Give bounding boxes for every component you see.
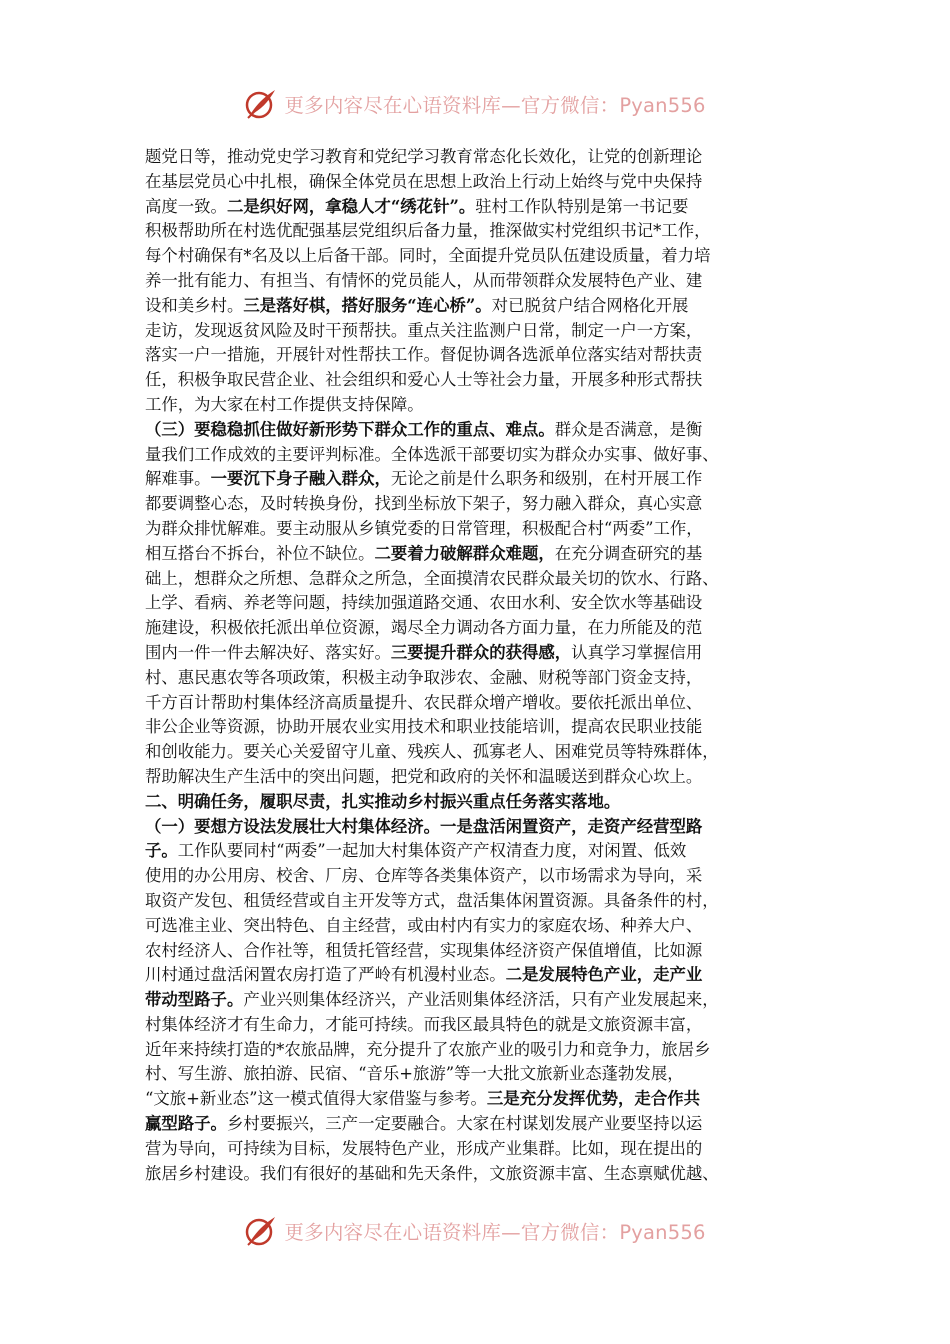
text-line — [145, 368, 825, 393]
text-line — [145, 691, 825, 716]
bold-text-run: 一要沉下身子融入群众， — [210, 469, 391, 489]
text-run: 每个村确保有*名及以上后备干部。同时，全面提升党员队伍建设质量，着力培 — [145, 246, 711, 266]
bold-text-run: （三）要稳稳抓住做好新形势下群众工作的重点、难点。 — [145, 419, 555, 439]
text-run: 养一批有能力、有担当、有情怀的党员能人，从而带领群众发展特色产业、建 — [145, 270, 703, 290]
text-line — [145, 492, 825, 517]
text-run: “文旅+新业态”这一模式值得大家借鉴与参考。 — [145, 1089, 487, 1109]
bold-text-run: 带动型路子。 — [145, 990, 244, 1010]
text-run: 千方百计帮助村集体经济高质量提升、农民群众增产增收。要依托派出单位、 — [145, 692, 703, 712]
quill-logo-icon — [244, 87, 278, 121]
text-line — [145, 666, 825, 691]
text-run: 走访，发现返贫风险及时干预帮扶。重点关注监测户日常，制定一户一方案， — [145, 320, 703, 340]
text-line — [145, 1038, 825, 1063]
text-line — [145, 1062, 825, 1087]
text-line — [145, 1013, 825, 1038]
header-watermark-banner — [0, 82, 950, 126]
text-run: 题党日等，推动党史学习教育和党纪学习教育常态化长效化，让党的创新理论 — [145, 147, 703, 166]
text-line — [145, 542, 825, 567]
bold-text-run: 三是充分发挥优势，走合作共 — [486, 1089, 700, 1109]
bold-text-run: 二是织好网，拿稳人才“绣花针”。 — [226, 196, 476, 216]
text-run: 量我们工作成效的主要评判标准。全体选派干部要切实为群众办实事、做好事、 — [145, 444, 719, 464]
text-run: 群众是否满意，是衡 — [554, 419, 703, 439]
text-line — [145, 294, 825, 319]
text-line — [145, 740, 825, 765]
text-line — [145, 815, 825, 840]
text-line — [145, 145, 825, 170]
text-line — [145, 467, 825, 492]
text-run: 高度一致。 — [145, 196, 227, 216]
text-line — [145, 616, 825, 641]
text-line — [145, 914, 825, 939]
text-run: 都要调整心态，及时转换身份，找到坐标放下架子，努力融入群众，真心实意 — [145, 494, 703, 514]
text-run: 帮助解决生产生活中的突出问题，把党和政府的关怀和温暖送到群众心坎上。 — [145, 766, 703, 786]
text-run: 围内一件一件去解决好、落实好。 — [145, 642, 391, 662]
bold-text-run: 三是落好棋，搭好服务“连心桥”。 — [243, 295, 492, 315]
bold-text-run: 二是发展特色产业，走产业 — [505, 965, 703, 985]
text-line — [145, 393, 825, 418]
text-run: 村、惠民惠农等各项政策，积极主动争取涉农、金融、财税等部门资金支持， — [145, 667, 703, 687]
bold-text-run: 赢型路子。 — [145, 1114, 227, 1134]
text-line — [145, 343, 825, 368]
text-line — [145, 889, 825, 914]
document-body — [145, 145, 825, 1186]
text-run: 解难事。 — [145, 469, 211, 489]
text-line — [145, 1112, 825, 1137]
footer-watermark-banner — [0, 1209, 950, 1253]
text-line — [145, 1087, 825, 1112]
text-run: 村、写生游、旅拍游、民宿、“音乐+旅游”等一大批文旅新业态蓬勃发展， — [145, 1064, 684, 1084]
text-line — [145, 988, 825, 1013]
text-line — [145, 939, 825, 964]
text-line — [145, 1137, 825, 1162]
text-run: 对已脱贫户结合网格化开展 — [491, 295, 689, 315]
text-line — [145, 244, 825, 269]
text-run: 为群众排忧解难。要主动服从乡镇党委的日常管理，积极配合村“两委”工作， — [145, 518, 703, 538]
text-line — [145, 319, 825, 344]
text-line — [145, 219, 825, 244]
header-watermark-text: 更多内容尽在心语资料库—官方微信：Pyan556 — [284, 94, 706, 117]
text-line — [145, 418, 825, 443]
text-run: 在基层党员心中扎根，确保全体党员在思想上政治上行动上始终与党中央保持 — [145, 171, 703, 191]
text-run: 在充分调查研究的基 — [554, 543, 703, 563]
bold-text-run: 子。 — [145, 841, 178, 861]
text-run: 使用的办公用房、校舍、厂房、仓库等各类集体资产，以市场需求为导向，采 — [145, 866, 703, 886]
text-run: 工作，为大家在村工作提供支持保障。 — [145, 394, 424, 414]
text-line — [145, 864, 825, 889]
text-line — [145, 517, 825, 542]
bold-text-run: （一）要想方设法发展壮大村集体经济。一是盘活闲置资产，走资产经营型路 — [145, 816, 703, 836]
text-line — [145, 170, 825, 195]
text-run: 驻村工作队特别是第一书记要 — [475, 196, 689, 216]
text-run: 相互搭台不拆台，补位不缺位。 — [145, 543, 375, 563]
bold-text-run: 二、明确任务，履职尽责，扎实推动乡村振兴重点任务落实落地。 — [145, 791, 621, 811]
text-run: 非公企业等资源，协助开展农业实用技术和职业技能培训，提高农民职业技能 — [145, 717, 703, 737]
text-run: 础上，想群众之所想、急群众之所急，全面摸清农民群众最关切的饮水、行路、 — [145, 568, 719, 588]
text-line — [145, 269, 825, 294]
text-run: 川村通过盘活闲置农房打造了严岭有机漫村业态。 — [145, 965, 506, 985]
text-run: 旅居乡村建设。我们有很好的基础和先天条件，文旅资源丰富、生态禀赋优越、 — [145, 1163, 719, 1183]
text-run: 认真学习掌握信用 — [571, 642, 703, 662]
text-run: 任，积极争取民营企业、社会组织和爱心人士等社会力量，开展多种形式帮扶 — [145, 370, 703, 390]
text-run: 产业兴则集体经济兴，产业活则集体经济活，只有产业发展起来， — [243, 990, 719, 1010]
text-run: 近年来持续打造的*农旅品牌，充分提升了农旅产业的吸引力和竞争力，旅居乡 — [145, 1039, 711, 1059]
footer-watermark-text: 更多内容尽在心语资料库—官方微信：Pyan556 — [284, 1221, 706, 1244]
quill-logo-icon — [244, 1214, 278, 1248]
text-line — [145, 1162, 825, 1187]
text-run: 村集体经济才有生命力，才能可持续。而我区最具特色的就是文旅资源丰富， — [145, 1014, 703, 1034]
text-run: 取资产发包、租赁经营或自主开发等方式，盘活集体闲置资源。具备条件的村， — [145, 890, 719, 910]
text-run: 施建设，积极依托派出单位资源，竭尽全力调动各方面力量，在力所能及的范 — [145, 618, 703, 638]
text-line — [145, 591, 825, 616]
text-line — [145, 790, 825, 815]
text-run: 上学、看病、养老等问题，持续加强道路交通、农田水利、安全饮水等基础设 — [145, 593, 703, 613]
text-line — [145, 641, 825, 666]
text-line — [145, 963, 825, 988]
text-line — [145, 443, 825, 468]
text-line — [145, 567, 825, 592]
text-run: 和创收能力。要关心关爱留守儿童、残疾人、孤寡老人、困难党员等特殊群体， — [145, 742, 719, 762]
text-run: 农村经济人、合作社等，租赁托管经营，实现集体经济资产保值增值，比如源 — [145, 940, 703, 960]
text-run: 可选准主业、突出特色、自主经营，或由村内有实力的家庭农场、种养大户、 — [145, 915, 703, 935]
text-run: 营为导向，可持续为目标，发展特色产业，形成产业集群。比如，现在提出的 — [145, 1138, 703, 1158]
bold-text-run: 三要提升群众的获得感， — [390, 642, 572, 662]
text-line — [145, 715, 825, 740]
text-run: 无论之前是什么职务和级别，在村开展工作 — [390, 469, 703, 489]
bold-text-run: 二要着力破解群众难题， — [374, 543, 555, 563]
text-run: 工作队要同村“两委”一起加大村集体资产产权清查力度，对闲置、低效 — [177, 841, 687, 861]
text-line — [145, 195, 825, 220]
text-run: 落实一户一措施，开展针对性帮扶工作。督促协调各选派单位落实结对帮扶责 — [145, 345, 703, 365]
text-run: 设和美乡村。 — [145, 295, 244, 315]
text-run: 乡村要振兴，三产一定要融合。大家在村谋划发展产业要坚持以运 — [226, 1114, 703, 1134]
text-run: 积极帮助所在村选优配强基层党组织后备力量，推深做实村党组织书记*工作， — [145, 221, 711, 241]
text-line — [145, 765, 825, 790]
text-line — [145, 839, 825, 864]
